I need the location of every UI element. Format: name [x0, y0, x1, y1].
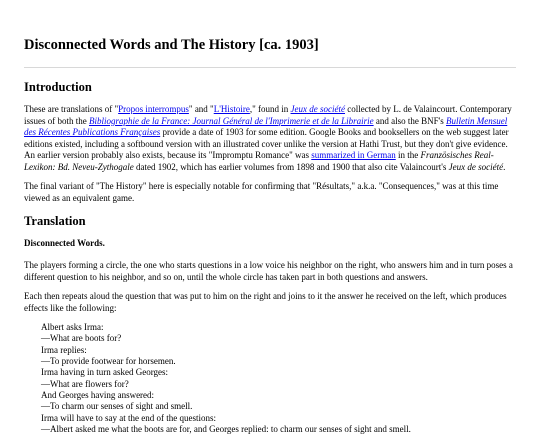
intro-text: dated 1902, which has earlier volumes from 1898 and 1900 that also cite Valaincourt's [133, 161, 449, 172]
intro-text: in the [395, 150, 421, 161]
intro-text: These are translations of " [24, 104, 119, 115]
example-line: Irma having in turn asked Georges: [41, 367, 169, 378]
intro-text: . [503, 161, 506, 172]
link-propos-interrompus[interactable]: Propos interrompus [118, 104, 189, 115]
translation-paragraph-1: The players forming a circle, the one who starts questions in a low voice his neighbor on the right, who answers him and in turn poses a different question to his neighbor, and so on, until the whole circle has taken part in both questions and answers. [24, 260, 513, 282]
intro-paragraph-1 [24, 104, 516, 173]
page-title: Disconnected Words and The History [ca. 1903] [24, 37, 319, 53]
intro-paragraph-2: The final variant of "The History" here is especially notable for confirming that "Résultats," a.k.a. "Consequences," was at this time viewed as an equivalent game. [24, 181, 499, 203]
example-dialogue [41, 322, 516, 435]
example-line: —To provide footwear for horsemen. [41, 356, 176, 367]
title-divider [24, 67, 516, 68]
example-line: Irma will have to say at the end of the questions: [41, 412, 216, 423]
section-heading-disconnected-words: Disconnected Words. [24, 238, 105, 249]
example-line: Albert asks Irma: [41, 322, 104, 333]
example-line: —What are flowers for? [41, 378, 129, 389]
example-line: —To charm our senses of sight and smell. [41, 401, 193, 412]
link-jeux-de-societe[interactable]: Jeux de société [290, 104, 345, 115]
link-bibliographie-de-la-france[interactable]: Bibliographie de la France: Journal Général de l'Imprimerie et de la Librairie [89, 115, 374, 126]
link-summarized-in-german[interactable]: summarized in German [311, 150, 396, 161]
example-line: —Albert asked me what the boots are for, and Georges replied: to charm our senses of sight and smell. [41, 423, 411, 434]
intro-text: " and " [188, 104, 214, 115]
translation-paragraph-2: Each then repeats aloud the question that was put to him on the right and joins to it the answer he received on the left, which produces effects like the following: [24, 291, 507, 313]
intro-text: provide a date of 1903 for some edition. Google Books and booksellers on the web suggest later editions existed, including a softbound version with an illustrated cover unlike the version at Hathi Trust, but they don't give evidence. An earlier version probably also exists, because its "Impromptu Romance" was [24, 127, 509, 161]
intro-text: and also the BNF's [373, 115, 446, 126]
jeux-de-societe-title: Jeux de société [448, 161, 504, 172]
link-lhistoire[interactable]: L'Histoire [213, 104, 250, 115]
reallexikon-title: Französisches Real-Lexikon: Bd. Neveu-Zythogale [24, 150, 494, 172]
example-line: —What are boots for? [41, 333, 122, 344]
introduction-heading: Introduction [24, 80, 92, 95]
link-bulletin-mensuel[interactable]: Bulletin Mensuel des Récentes Publications Françaises [24, 115, 508, 138]
translation-heading: Translation [24, 214, 86, 229]
intro-text: collected by L. de Valaincourt. Contemporary issues of both the [24, 104, 512, 126]
intro-text: ," found in [249, 104, 291, 115]
example-line: And Georges having answered: [41, 389, 155, 400]
example-line: Irma replies: [41, 344, 87, 355]
